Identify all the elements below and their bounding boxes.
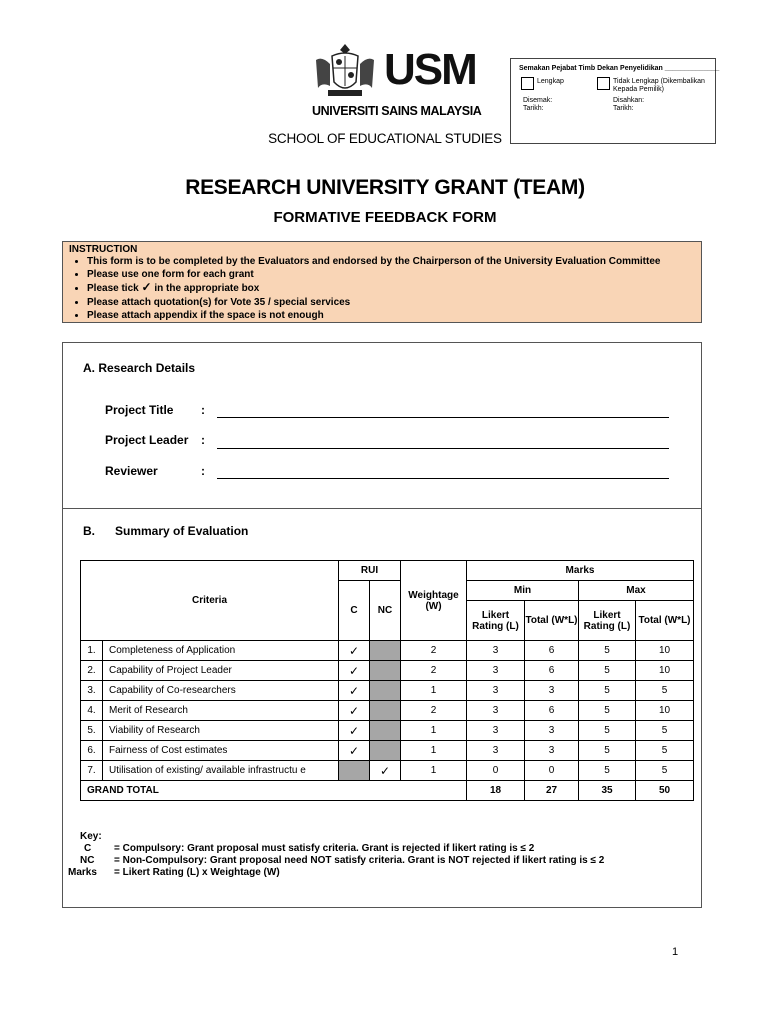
min-total-value: 3 — [525, 741, 579, 761]
instruction-item — [87, 281, 695, 295]
max-total-value: 10 — [636, 701, 694, 721]
row-number: 3. — [81, 681, 103, 701]
row-number: 6. — [81, 741, 103, 761]
grand-total-label: GRAND TOTAL — [81, 781, 467, 801]
instruction-list — [69, 255, 695, 322]
grand-total-max-likert: 35 — [579, 781, 636, 801]
instruction-item: • This form is to be completed by the Evaluators and endorsed by the Chairperson of the University Evaluation Committee — [87, 255, 695, 268]
instruction-item-suffix: in the appropriate box — [151, 283, 260, 295]
weightage-value: 1 — [401, 761, 467, 781]
tarikh-label-1: Tarikh: — [523, 105, 544, 112]
non-compulsory-cell — [370, 661, 401, 681]
max-total-value: 5 — [636, 761, 694, 781]
key-nc-text: = Non-Compulsory: Grant proposal need NOT satisfy criteria. Grant is NOT rejected if likert rating is ≤ 2 — [114, 855, 605, 866]
criteria-rows — [81, 641, 694, 781]
min-likert-value: 3 — [467, 721, 525, 741]
max-likert-value: 5 — [579, 721, 636, 741]
min-likert-value: 0 — [467, 761, 525, 781]
table-row — [81, 701, 694, 721]
colon: : — [201, 464, 205, 478]
max-likert-value: 5 — [579, 761, 636, 781]
key-heading: Key: — [80, 831, 102, 842]
key-nc-label: NC — [80, 855, 95, 866]
key-marks-label: Marks — [68, 867, 97, 878]
school-name: SCHOOL OF EDUCATIONAL STUDIES — [268, 131, 502, 146]
compulsory-cell — [339, 761, 370, 781]
project-title-field[interactable] — [217, 417, 669, 418]
tarikh-label-2: Tarikh: — [613, 105, 634, 112]
lengkap-label: Lengkap — [537, 78, 564, 85]
non-compulsory-cell — [370, 741, 401, 761]
instruction-box — [62, 241, 702, 323]
compulsory-cell[interactable]: ✓ — [339, 721, 370, 741]
key-c-label: C — [84, 843, 92, 854]
min-total-value: 3 — [525, 721, 579, 741]
max-likert-value: 5 — [579, 681, 636, 701]
criterion-name: Capability of Project Leader — [103, 661, 339, 681]
weightage-value: 2 — [401, 661, 467, 681]
weightage-value: 2 — [401, 641, 467, 661]
disemak-label: Disemak: — [523, 97, 553, 104]
criterion-name: Fairness of Cost estimates — [103, 741, 339, 761]
row-number: 4. — [81, 701, 103, 721]
min-total-value: 0 — [525, 761, 579, 781]
instruction-item: • Please attach quotation(s) for Vote 35 / special services — [87, 296, 695, 309]
university-name: UNIVERSITI SAINS MALAYSIA — [312, 104, 482, 118]
compulsory-cell[interactable]: ✓ — [339, 661, 370, 681]
weightage-value: 1 — [401, 721, 467, 741]
table-row — [81, 721, 694, 741]
rui-header: RUI — [339, 561, 401, 581]
key-c-text: = Compulsory: Grant proposal must satisfy criteria. Grant is rejected if likert rating is ≤ 2 — [114, 843, 535, 854]
min-total-value: 6 — [525, 641, 579, 661]
instruction-item: • Please use one form for each grant — [87, 268, 695, 281]
section-b-heading: Summary of Evaluation — [115, 524, 249, 538]
instruction-heading: INSTRUCTION — [69, 244, 138, 255]
key-marks-text: = Likert Rating (L) x Weightage (W) — [114, 867, 280, 878]
non-compulsory-cell — [370, 701, 401, 721]
min-header: Min — [467, 581, 579, 601]
non-compulsory-cell — [370, 681, 401, 701]
form-title: RESEARCH UNIVERSITY GRANT (TEAM) — [185, 176, 585, 199]
section-b-letter: B. — [83, 524, 95, 538]
max-likert-value: 5 — [579, 661, 636, 681]
non-compulsory-cell — [370, 721, 401, 741]
c-header: C — [339, 581, 370, 641]
page-number: 1 — [672, 946, 679, 958]
office-title: Semakan Pejabat Timb Dekan Penyelidikan ______________ — [519, 65, 720, 72]
criterion-name: Utilisation of existing/ available infrastructu e — [103, 761, 339, 781]
criterion-name: Completeness of Application — [103, 641, 339, 661]
row-number: 7. — [81, 761, 103, 781]
max-likert-value: 5 — [579, 741, 636, 761]
instruction-item-text: Please tick — [87, 283, 139, 295]
max-likert-header: Likert Rating (L) — [579, 601, 636, 641]
grand-total-min-likert: 18 — [467, 781, 525, 801]
weightage-value: 2 — [401, 701, 467, 721]
section-research-details — [62, 342, 702, 508]
table-row — [81, 641, 694, 661]
usm-logo — [312, 42, 482, 120]
weightage-header: Weightage (W) — [401, 561, 467, 641]
table-row — [81, 761, 694, 781]
project-title-label: Project Title — [105, 403, 174, 417]
marks-header: Marks — [467, 561, 694, 581]
project-leader-label: Project Leader — [105, 433, 189, 447]
max-header: Max — [579, 581, 694, 601]
colon: : — [201, 403, 205, 417]
min-total-value: 3 — [525, 681, 579, 701]
min-likert-header: Likert Rating (L) — [467, 601, 525, 641]
criteria-header: Criteria — [81, 561, 339, 641]
reviewer-label: Reviewer — [105, 464, 158, 478]
project-leader-field[interactable] — [217, 448, 669, 449]
usm-wordmark: USM — [384, 45, 476, 94]
min-likert-value: 3 — [467, 701, 525, 721]
max-total-value: 10 — [636, 661, 694, 681]
max-total-header: Total (W*L) — [636, 601, 694, 641]
min-likert-value: 3 — [467, 681, 525, 701]
grand-total-min-total: 27 — [525, 781, 579, 801]
non-compulsory-cell — [370, 641, 401, 661]
max-total-value: 5 — [636, 681, 694, 701]
form-subtitle: FORMATIVE FEEDBACK FORM — [273, 209, 497, 226]
max-total-value: 5 — [636, 741, 694, 761]
evaluation-table — [80, 560, 694, 801]
max-likert-value: 5 — [579, 641, 636, 661]
table-row — [81, 741, 694, 761]
compulsory-cell[interactable]: ✓ — [339, 701, 370, 721]
section-a-heading: A. Research Details — [83, 361, 196, 375]
table-row — [81, 681, 694, 701]
min-total-header: Total (W*L) — [525, 601, 579, 641]
table-row — [81, 661, 694, 681]
row-number: 5. — [81, 721, 103, 741]
min-total-value: 6 — [525, 701, 579, 721]
non-compulsory-cell[interactable]: ✓ — [370, 761, 401, 781]
min-likert-value: 3 — [467, 741, 525, 761]
criterion-name: Capability of Co-researchers — [103, 681, 339, 701]
key-legend — [70, 831, 710, 883]
colon: : — [201, 433, 205, 447]
min-likert-value: 3 — [467, 661, 525, 681]
row-number: 2. — [81, 661, 103, 681]
max-likert-value: 5 — [579, 701, 636, 721]
reviewer-field[interactable] — [217, 478, 669, 479]
instruction-item: • Please attach appendix if the space is not enough — [87, 309, 695, 322]
compulsory-cell[interactable]: ✓ — [339, 681, 370, 701]
tidak-lengkap-label-1: Tidak Lengkap (Dikembalikan — [613, 78, 705, 85]
compulsory-cell[interactable]: ✓ — [339, 641, 370, 661]
tidak-lengkap-label-2: Kepada Pemilik) — [613, 86, 664, 93]
max-total-value: 5 — [636, 721, 694, 741]
min-likert-value: 3 — [467, 641, 525, 661]
crest-icon — [312, 42, 378, 102]
max-total-value: 10 — [636, 641, 694, 661]
weightage-value: 1 — [401, 741, 467, 761]
criterion-name: Merit of Research — [103, 701, 339, 721]
grand-total-max-total: 50 — [636, 781, 694, 801]
disahkan-label: Disahkan: — [613, 97, 645, 104]
tick-icon: ✓ — [141, 280, 152, 295]
min-total-value: 6 — [525, 661, 579, 681]
weightage-value: 1 — [401, 681, 467, 701]
lengkap-checkbox[interactable] — [521, 77, 534, 90]
tidak-lengkap-checkbox[interactable] — [597, 77, 610, 90]
row-number: 1. — [81, 641, 103, 661]
compulsory-cell[interactable]: ✓ — [339, 741, 370, 761]
nc-header: NC — [370, 581, 401, 641]
criterion-name: Viability of Research — [103, 721, 339, 741]
